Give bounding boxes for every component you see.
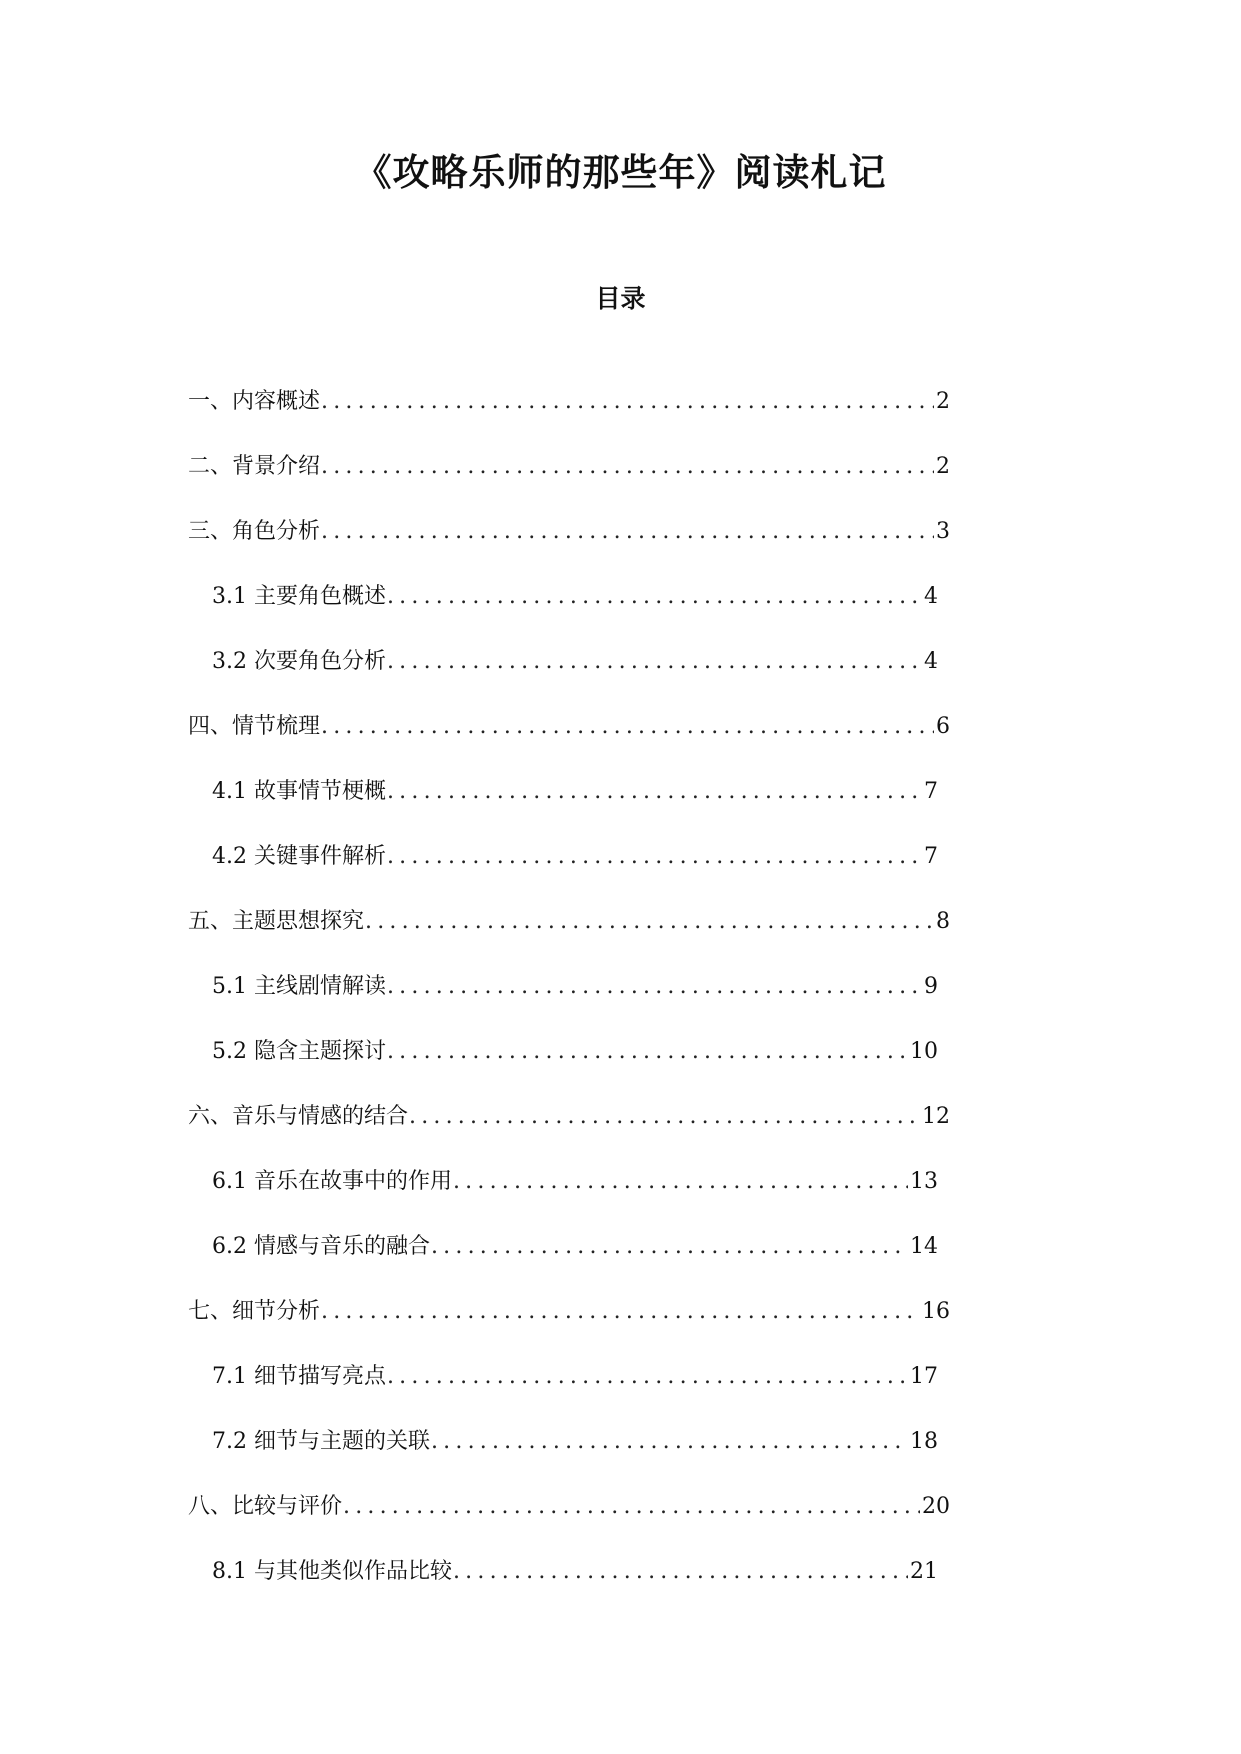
toc-dot-leader: [387, 972, 922, 1002]
toc-entry-label: 六、音乐与情感的结合: [188, 1104, 409, 1129]
toc-entry-label: 4.2 关键事件解析: [212, 844, 386, 869]
toc-entry-4-1[interactable]: [212, 777, 938, 807]
toc-dot-leader: [365, 907, 934, 937]
toc-dot-leader: [321, 712, 934, 742]
toc-entry-4-2[interactable]: [212, 842, 938, 872]
toc-dot-leader: [453, 1167, 908, 1197]
toc-dot-leader: [387, 647, 922, 677]
toc-entry-label: 四、情节梳理: [188, 714, 321, 739]
toc-page-number: 20: [922, 1494, 950, 1519]
toc-page-number: 6: [936, 714, 950, 739]
toc-entry-label: 七、细节分析: [188, 1299, 321, 1324]
toc-dot-leader: [387, 842, 922, 872]
toc-entry-label: 三、角色分析: [188, 519, 321, 544]
toc-entry-label: 八、比较与评价: [188, 1494, 343, 1519]
toc-entry-1[interactable]: [188, 387, 950, 417]
toc-dot-leader: [387, 582, 922, 612]
toc-entry-label: 3.2 次要角色分析: [212, 649, 386, 674]
toc-page-number: 7: [924, 779, 938, 804]
toc-dot-leader: [387, 1037, 908, 1067]
toc-entry-label: 8.1 与其他类似作品比较: [212, 1559, 452, 1584]
toc-entry-8-1[interactable]: [212, 1557, 938, 1587]
toc-page-number: 4: [924, 649, 938, 674]
toc-entry-label: 7.2 细节与主题的关联: [212, 1429, 430, 1454]
toc-page-number: 10: [910, 1039, 938, 1064]
toc-page-number: 16: [922, 1299, 950, 1324]
toc-page-number: 8: [936, 909, 950, 934]
toc-entry-5[interactable]: [188, 907, 950, 937]
toc-entry-7-2[interactable]: [212, 1427, 938, 1457]
toc-page-number: 12: [922, 1104, 950, 1129]
toc-dot-leader: [431, 1427, 908, 1457]
toc-dot-leader: [387, 1362, 908, 1392]
toc-entry-6[interactable]: [188, 1102, 950, 1132]
toc-heading: 目录: [595, 284, 646, 313]
toc-entry-3-2[interactable]: [212, 647, 938, 677]
toc-page-number: 3: [936, 519, 950, 544]
toc-entry-4[interactable]: [188, 712, 950, 742]
toc-entry-label: 5.2 隐含主题探讨: [212, 1039, 386, 1064]
toc-dot-leader: [453, 1557, 908, 1587]
toc-page-number: 2: [936, 389, 950, 414]
toc-entry-label: 4.1 故事情节梗概: [212, 779, 386, 804]
toc-entry-7[interactable]: [188, 1297, 950, 1327]
toc-page-number: 21: [910, 1559, 938, 1584]
toc-dot-leader: [431, 1232, 908, 1262]
toc-dot-leader: [343, 1492, 920, 1522]
toc-entry-label: 5.1 主线剧情解读: [212, 974, 386, 999]
toc-page-number: 14: [910, 1234, 938, 1259]
toc-page-number: 2: [936, 454, 950, 479]
toc-entry-6-2[interactable]: [212, 1232, 938, 1262]
toc-page-number: 18: [910, 1429, 938, 1454]
toc-entry-3-1[interactable]: [212, 582, 938, 612]
toc-dot-leader: [321, 517, 934, 547]
toc-page-number: 13: [910, 1169, 938, 1194]
toc-entry-3[interactable]: [188, 517, 950, 547]
toc-page-number: 4: [924, 584, 938, 609]
toc-dot-leader: [321, 387, 934, 417]
toc-page-number: 9: [924, 974, 938, 999]
toc-entry-label: 二、背景介绍: [188, 454, 321, 479]
toc-entry-label: 3.1 主要角色概述: [212, 584, 386, 609]
toc-dot-leader: [321, 452, 934, 482]
toc-entry-label: 7.1 细节描写亮点: [212, 1364, 386, 1389]
toc-entry-5-2[interactable]: [212, 1037, 938, 1067]
toc-dot-leader: [409, 1102, 920, 1132]
toc-dot-leader: [387, 777, 922, 807]
toc-entry-2[interactable]: [188, 452, 950, 482]
toc-entry-8[interactable]: [188, 1492, 950, 1522]
toc-entry-5-1[interactable]: [212, 972, 938, 1002]
toc-entry-6-1[interactable]: [212, 1167, 938, 1197]
toc-page-number: 17: [910, 1364, 938, 1389]
toc-page-number: 7: [924, 844, 938, 869]
toc-entry-7-1[interactable]: [212, 1362, 938, 1392]
toc-entry-label: 五、主题思想探究: [188, 909, 365, 934]
toc-entry-label: 一、内容概述: [188, 389, 321, 414]
toc-entry-label: 6.2 情感与音乐的融合: [212, 1234, 430, 1259]
toc-dot-leader: [321, 1297, 920, 1327]
toc-entry-label: 6.1 音乐在故事中的作用: [212, 1169, 452, 1194]
document-title: 《攻略乐师的那些年》阅读札记: [354, 151, 887, 194]
